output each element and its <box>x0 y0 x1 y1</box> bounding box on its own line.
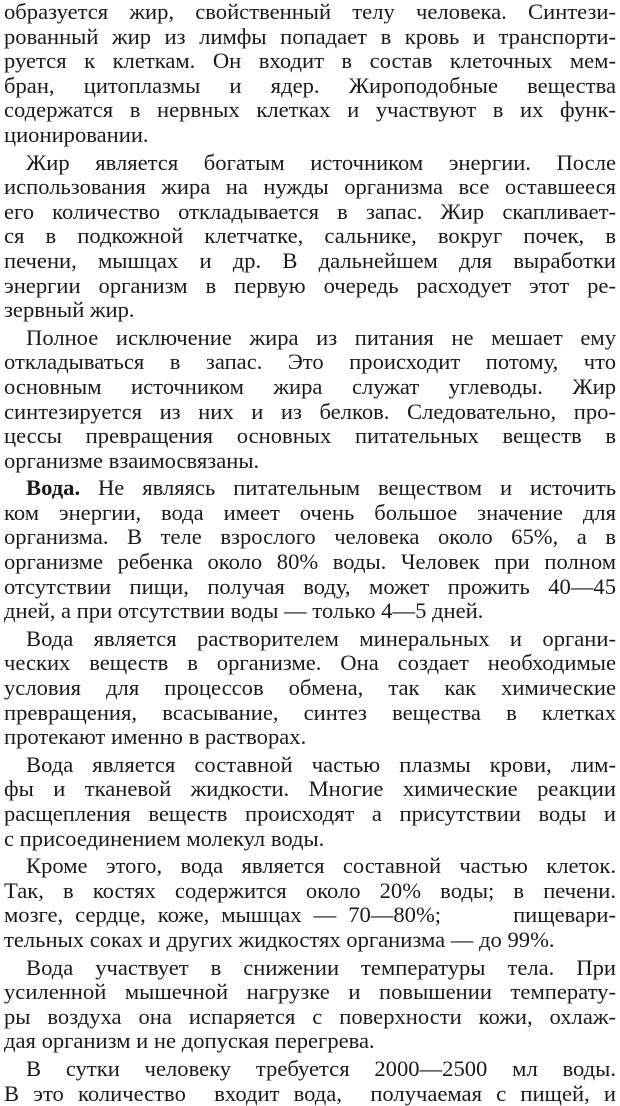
text-line: В это количество входит вода, получаемая с пищей, и <box>4 1080 616 1106</box>
text-line: рованный жир из лимфы попадает в кровь и транспорти- <box>4 23 616 49</box>
text-line: Вода участвует в снижении температуры тела. При <box>26 954 616 980</box>
text-line: откладываться в запас. Это происходит потому, что <box>4 349 616 375</box>
text-line: расщепления веществ происходят а присутствии воды и <box>4 801 616 826</box>
paragraph-8 <box>4 956 616 1054</box>
text-line: содержатся в нервных клетках и участвуют в их функ- <box>4 97 616 123</box>
text-line: условия для процессов обмена, так как химические <box>4 675 616 701</box>
paragraph-1 <box>4 0 616 148</box>
text-line: организме ребенка около 80% воды. Человек при полном <box>4 549 616 575</box>
paragraph-3 <box>4 326 616 474</box>
text-line: печени, мышцах и др. В дальнейшем для выработки <box>4 247 616 273</box>
section-heading: Вода. <box>26 475 81 501</box>
paragraph-9 <box>4 1057 616 1106</box>
text-line: основным источником жира служат углеводы. Жир <box>4 373 616 399</box>
document-page <box>4 0 616 1106</box>
text-line: В сутки человеку требуется 2000—2500 мл воды. <box>26 1055 616 1081</box>
text-line: Полное исключение жира из питания не мешает ему <box>26 324 616 350</box>
text-line: организме взаимосвязаны. <box>4 447 260 473</box>
text-line: Вода является составной частью плазмы крови, лим- <box>26 751 616 777</box>
text-line: его количество откладывается в запас. Жир скапливает- <box>4 198 616 224</box>
text-line: бран, цитоплазмы и ядер. Жироподобные вещества <box>4 72 616 98</box>
text-line: ком энергии, вода имеет очень большое значение для <box>4 499 616 525</box>
text-line: дней, а при отсутствии воды — только 4—5 дней. <box>4 598 484 624</box>
text-line: фы и тканевой жидкости. Многие химические реакции <box>4 776 616 802</box>
text-line: протекают именно в растворах. <box>4 724 307 750</box>
paragraph-6 <box>4 753 616 851</box>
text-line: ся в подкожной клетчатке, сальнике, вокруг почек, в <box>4 223 616 249</box>
text-line: дая организм и не допуская перегрева. <box>4 1028 375 1054</box>
text-line <box>4 476 616 501</box>
text-line: Жир является богатым источником энергии. После <box>26 149 616 175</box>
text-line: усиленной мышечной нагрузке и повышении температу- <box>4 979 616 1005</box>
text-line: синтезируется из них и из белков. Следовательно, про- <box>4 398 616 424</box>
text-line: отсутствии пищи, получая воду, может прожить 40—45 <box>4 573 616 599</box>
text-line: организма. В теле взрослого человека около 65%, а в <box>4 524 616 550</box>
text-line: образуется жир, свойственный телу человека. Синтези- <box>4 0 616 24</box>
text-line: Кроме этого, вода является составной частью клеток. <box>26 853 616 879</box>
paragraph-2 <box>4 151 616 323</box>
paragraph-7 <box>4 854 616 952</box>
paragraph-5 <box>4 627 616 750</box>
paragraph-water <box>4 476 616 624</box>
text-line: с присоединением молекул воды. <box>4 825 325 851</box>
text-line: ционировании. <box>4 121 149 147</box>
text-line: тельных соках и других жидкостях организма — до 99%. <box>4 926 555 952</box>
text-line: энергии организм в первую очередь расходует этот ре- <box>4 272 616 298</box>
text-line: превращения, всасывание, синтез вещества в клетках <box>4 699 616 725</box>
text-fragment: Не являясь питательным веществом и источить <box>80 475 616 501</box>
text-line: ческих веществ в организме. Она создает необходимые <box>4 650 616 676</box>
text-line: руется к клеткам. Он входит в состав клеточных мем- <box>4 48 616 74</box>
text-line: Вода является растворителем минеральных и органи- <box>26 625 616 651</box>
text-line: цессы превращения основных питательных веществ в <box>4 423 616 449</box>
text-line: зервный жир. <box>4 297 135 323</box>
text-line: мозге, сердце, коже, мышцах — 70—80%; пищевари- <box>4 902 616 928</box>
text-line: использования жира на нужды организма все оставшееся <box>4 174 616 200</box>
text-line: ры воздуха она испаряется с поверхности кожи, охлаж- <box>4 1003 616 1029</box>
text-line: Так, в костях содержится около 20% воды; в печени. <box>4 877 616 903</box>
